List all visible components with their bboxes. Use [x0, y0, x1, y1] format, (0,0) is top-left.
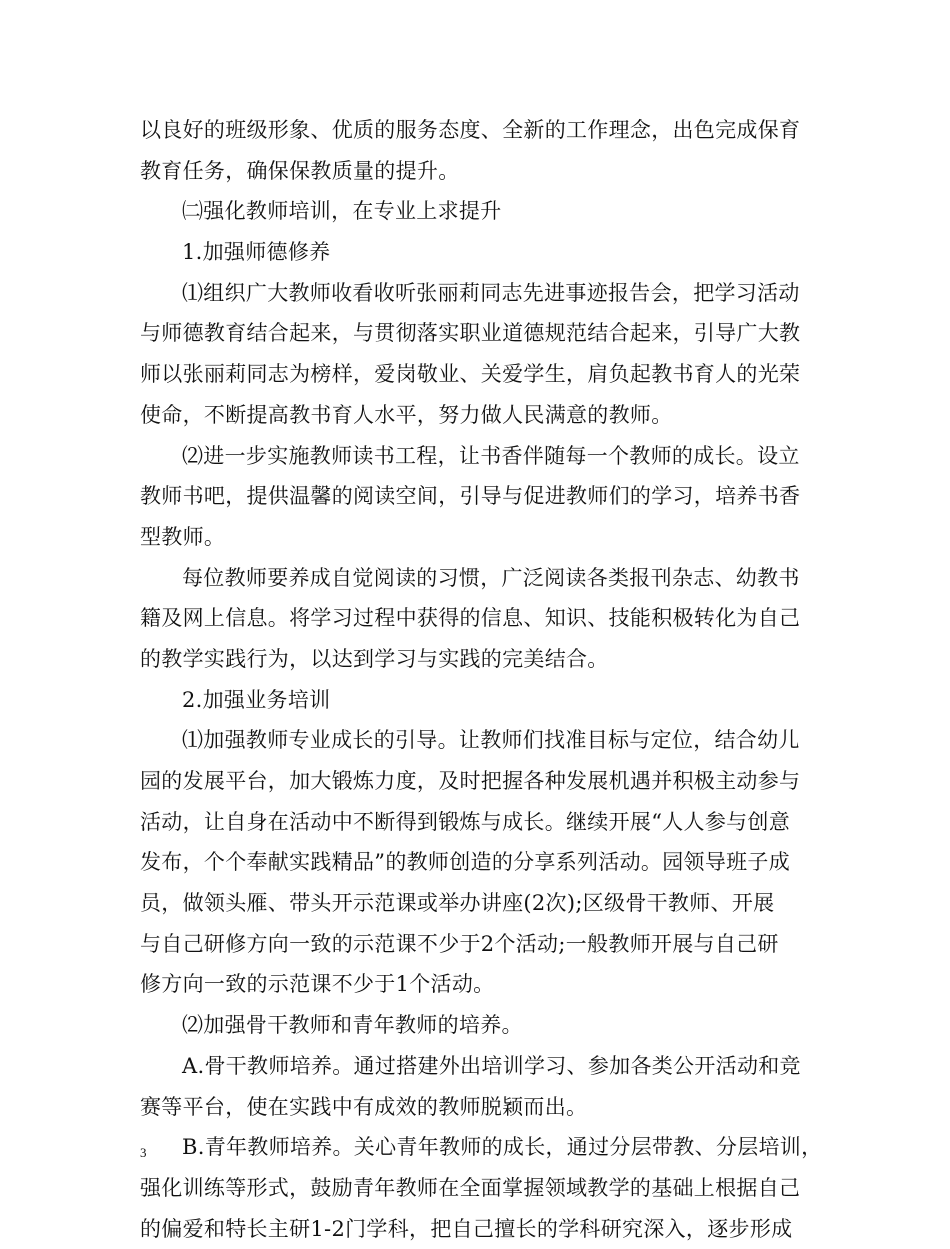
text-line: 活动，让自身在活动中不断得到锻炼与成长。继续开展“人人参与创意 [140, 809, 791, 834]
text-line: 每位教师要养成自觉阅读的习惯，广泛阅读各类报刊杂志、幼教书 [182, 565, 800, 590]
text-line: 型教师。 [140, 524, 226, 549]
document-body [140, 110, 823, 1249]
text-line: 师以张丽莉同志为榜样，爱岗敬业、关爱学生，肩负起教书育人的光荣 [140, 362, 801, 387]
text-line: 发布，个个奉献实践精品”的教师创造的分享系列活动。园领导班子成 [140, 850, 791, 875]
text-line: 教师书吧，提供温馨的阅读空间，引导与促进教师们的学习，培养书香 [140, 484, 801, 509]
text-line: 籍及网上信息。将学习过程中获得的信息、知识、技能积极转化为自己 [140, 606, 801, 631]
page-number: 3 [140, 1145, 147, 1160]
text-line: 与自己研修方向一致的示范课不少于2个活动;一般教师开展与自己研 [140, 931, 779, 956]
text-line: B.青年教师培养。关心青年教师的成长，通过分层带教、分层培训， [182, 1135, 823, 1160]
text-line: 的偏爱和特长主研1-2门学科，把自己擅长的学科研究深入，逐步形成 [140, 1216, 793, 1241]
text-line: 以良好的班级形象、优质的服务态度、全新的工作理念，出色完成保育 [140, 118, 801, 142]
text-line: 强化训练等形式，鼓励青年教师在全面掌握领域教学的基础上根据自己 [140, 1175, 801, 1200]
text-line: ⑵进一步实施教师读书工程，让书香伴随每一个教师的成长。设立 [182, 443, 800, 468]
text-line: ⑴组织广大教师收看收听张丽莉同志先进事迹报告会，把学习活动 [182, 280, 800, 305]
text-line: ⑴加强教师专业成长的引导。让教师们找准目标与定位，结合幼儿 [182, 728, 800, 753]
subsection-heading: 2.加强业务培训 [182, 687, 331, 712]
text-line: A.骨干教师培养。通过搭建外出培训学习、参加各类公开活动和竞 [182, 1053, 801, 1078]
text-line: 员，做领头雁、带头开示范课或举办讲座(2次);区级骨干教师、开展 [140, 891, 775, 916]
text-line: 修方向一致的示范课不少于1个活动。 [140, 972, 495, 997]
subsection-heading: 1.加强师德修养 [182, 240, 331, 265]
text-line: 与师德教育结合起来，与贯彻落实职业道德规范结合起来，引导广大教 [140, 321, 801, 346]
text-line: 教育任务，确保保教质量的提升。 [140, 158, 460, 183]
text-line: 使命，不断提高教书育人水平，努力做人民满意的教师。 [140, 402, 673, 427]
text-line: 的教学实践行为，以达到学习与实践的完美结合。 [140, 646, 609, 671]
section-heading: ㈡强化教师培训，在专业上求提升 [182, 199, 502, 224]
text-line: 赛等平台，使在实践中有成效的教师脱颖而出。 [140, 1094, 588, 1119]
text-line: ⑵加强骨干教师和青年教师的培养。 [182, 1013, 523, 1038]
text-line: 园的发展平台，加大锻炼力度，及时把握各种发展机遇并积极主动参与 [140, 769, 801, 793]
